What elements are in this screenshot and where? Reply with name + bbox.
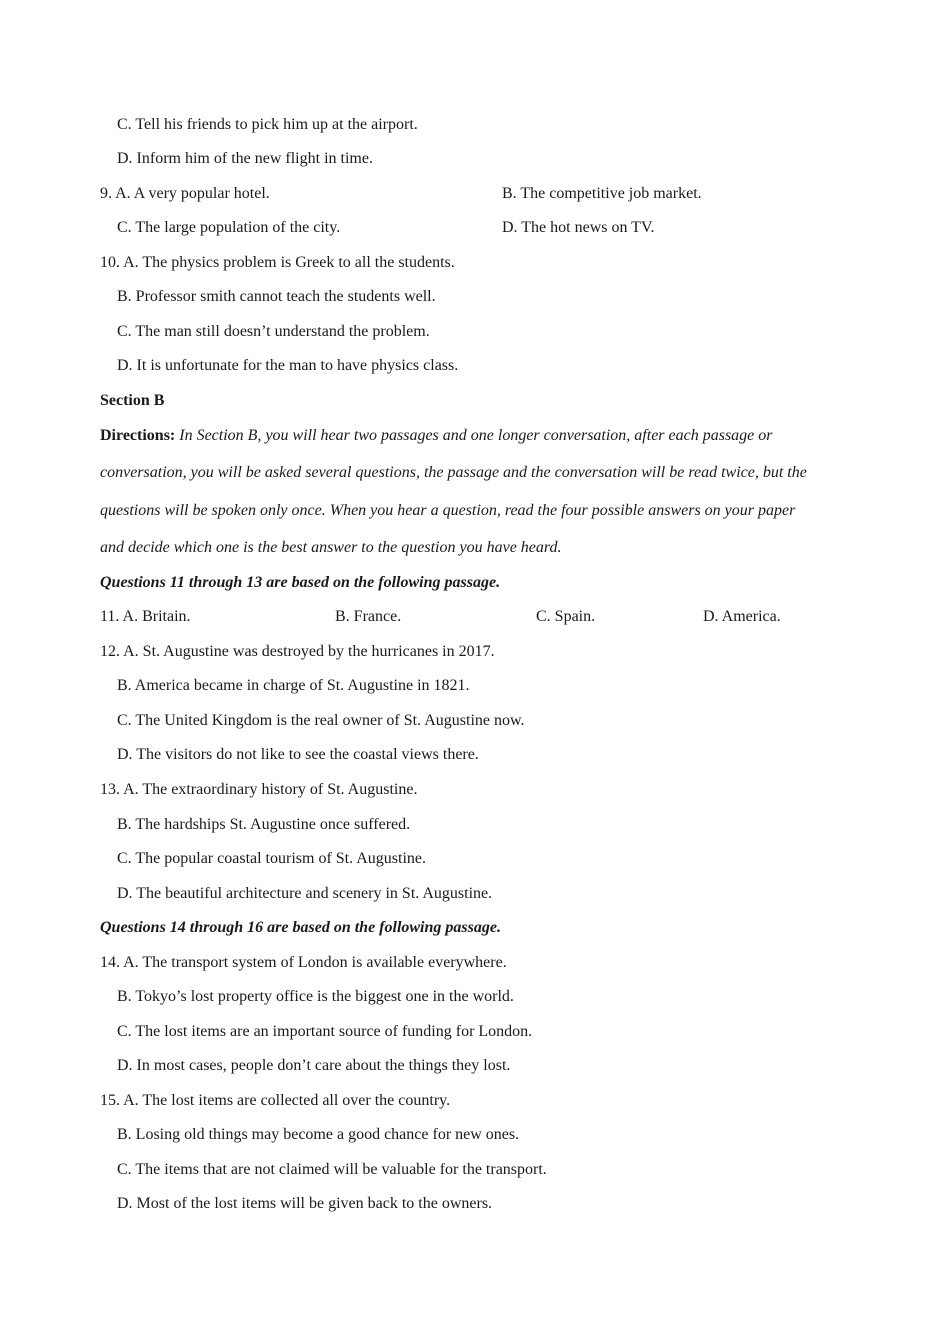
q8-option-d-line [0, 147, 950, 171]
q9-option-b: B. The competitive job market. [502, 185, 702, 202]
q14-option-d-line [0, 1054, 950, 1078]
question-group-header: Questions 14 through 16 are based on the following passage. [100, 919, 501, 936]
directions-paragraph-start [100, 424, 773, 448]
q15-option-b-line [0, 1123, 950, 1147]
q13-option-b: B. The hardships St. Augustine once suffered. [117, 816, 411, 833]
q12-option-b: B. America became in charge of St. Augustine in 1821. [117, 677, 470, 694]
q8-option-c: C. Tell his friends to pick him up at the airport. [117, 116, 418, 133]
q15-option-a-line [0, 1089, 950, 1113]
q12-option-a-line [0, 640, 950, 664]
q15-option-d-line [0, 1192, 950, 1216]
directions-label: Directions: [100, 427, 176, 444]
q13-option-c: C. The popular coastal tourism of St. Augustine. [117, 850, 427, 867]
q11-option-b: B. France. [335, 608, 402, 625]
question-group-header: Questions 11 through 13 are based on the following passage. [100, 574, 501, 591]
section-title: Section B [100, 392, 165, 409]
q14-option-b-line [0, 985, 950, 1009]
q10-option-c: C. The man still doesn’t understand the problem. [117, 323, 430, 340]
q10-option-a-line [0, 251, 950, 275]
q12-option-a: 12. A. St. Augustine was destroyed by the hurricanes in 2017. [100, 643, 495, 660]
q13-option-c-line [0, 847, 950, 871]
q14-option-a-line [0, 951, 950, 975]
q8-option-c-line [0, 113, 950, 137]
directions-line-1 [0, 424, 950, 448]
q15-option-b: B. Losing old things may become a good chance for new ones. [117, 1126, 520, 1143]
q12-option-d-line [0, 743, 950, 767]
q10-option-a: 10. A. The physics problem is Greek to all the students. [100, 254, 455, 271]
group2-header-line [0, 916, 950, 940]
q10-option-d: D. It is unfortunate for the man to have physics class. [117, 357, 459, 374]
directions-line-4 [0, 536, 950, 560]
q10-option-d-line [0, 354, 950, 378]
q11-row [0, 605, 950, 629]
q10-option-b-line [0, 285, 950, 309]
q15-option-c-line [0, 1158, 950, 1182]
group1-header-line [0, 571, 950, 595]
q9-option-a: 9. A. A very popular hotel. [100, 185, 270, 202]
q13-option-d-line [0, 882, 950, 906]
q14-option-c-line [0, 1020, 950, 1044]
q11-option-a: 11. A. Britain. [100, 608, 191, 625]
q9-option-c: C. The large population of the city. [117, 219, 341, 236]
q11-option-d: D. America. [703, 608, 781, 625]
q14-option-a: 14. A. The transport system of London is available everywhere. [100, 954, 507, 971]
q15-option-d: D. Most of the lost items will be given back to the owners. [117, 1195, 493, 1212]
directions-text: In Section B, you will hear two passages and one longer conversation, after each passage or [179, 427, 773, 444]
q9-row-2 [0, 216, 950, 240]
q9-option-d: D. The hot news on TV. [502, 219, 655, 236]
directions-line-3 [0, 499, 950, 523]
section-b-title-line [0, 389, 950, 413]
q13-option-a-line [0, 778, 950, 802]
q12-option-c-line [0, 709, 950, 733]
directions-text: questions will be spoken only once. When you hear a question, read the four possible answers on your paper [100, 502, 796, 519]
q13-option-d: D. The beautiful architecture and scenery in St. Augustine. [117, 885, 493, 902]
q15-option-a: 15. A. The lost items are collected all over the country. [100, 1092, 451, 1109]
q12-option-c: C. The United Kingdom is the real owner of St. Augustine now. [117, 712, 525, 729]
q8-option-d: D. Inform him of the new flight in time. [117, 150, 373, 167]
q10-option-c-line [0, 320, 950, 344]
q10-option-b: B. Professor smith cannot teach the students well. [117, 288, 436, 305]
q9-row-1 [0, 182, 950, 206]
directions-text: and decide which one is the best answer to the question you have heard. [100, 539, 562, 556]
q12-option-b-line [0, 674, 950, 698]
directions-text: conversation, you will be asked several questions, the passage and the conversation will be read twice, but the [100, 464, 807, 481]
q12-option-d: D. The visitors do not like to see the coastal views there. [117, 746, 479, 763]
q15-option-c: C. The items that are not claimed will be valuable for the transport. [117, 1161, 547, 1178]
q14-option-b: B. Tokyo’s lost property office is the biggest one in the world. [117, 988, 514, 1005]
q13-option-a: 13. A. The extraordinary history of St. Augustine. [100, 781, 418, 798]
q13-option-b-line [0, 813, 950, 837]
q14-option-c: C. The lost items are an important source of funding for London. [117, 1023, 533, 1040]
directions-line-2 [0, 461, 950, 485]
q11-option-c: C. Spain. [536, 608, 596, 625]
q14-option-d: D. In most cases, people don’t care about the things they lost. [117, 1057, 511, 1074]
